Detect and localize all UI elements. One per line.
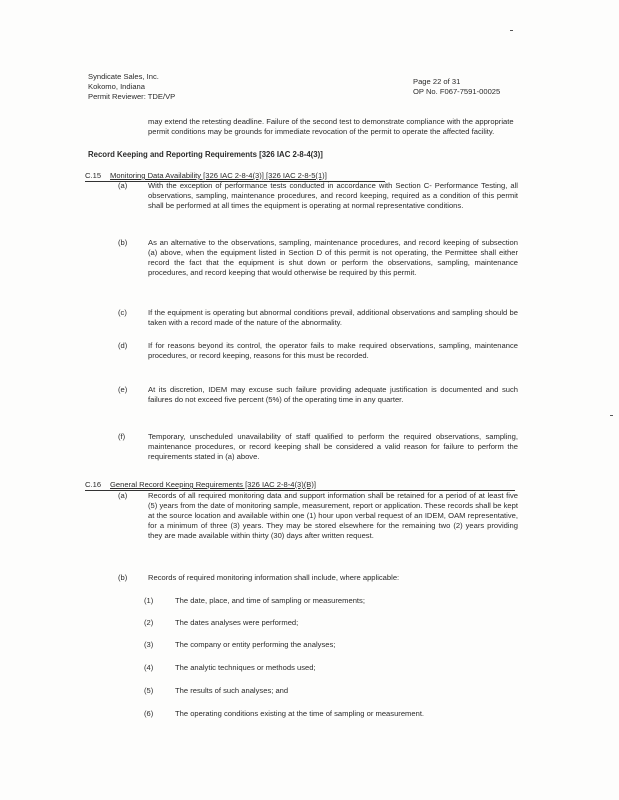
paragraph-label: (f) <box>118 432 126 441</box>
list-item-label: (5) <box>144 686 154 695</box>
list-item-label: (2) <box>144 618 154 627</box>
list-item-text: The company or entity performing the analyses; <box>175 640 336 649</box>
paragraph-text: At its discretion, IDEM may excuse such failure providing adequate justification is documented and such failures do not exceed five percent (5%) of the operating time in any quarter. <box>148 385 518 404</box>
paragraph-label: (b) <box>118 238 128 247</box>
paragraph-text: If the equipment is operating but abnormal conditions prevail, additional observations and sampling should be taken with a record made of the nature of the abnormality. <box>148 308 518 327</box>
section-heading: Record Keeping and Reporting Requirements [326 IAC 2-8-4(3)] <box>88 150 323 159</box>
header-right <box>413 77 500 97</box>
list-item-label: (6) <box>144 709 154 718</box>
paragraph-label: (a) <box>118 181 128 190</box>
paragraph-label: (e) <box>118 385 128 394</box>
paragraph-text: Temporary, unscheduled unavailability of staff qualified to perform the required observations, sampling, maintenance procedures, or record keeping shall be considered a valid reason for failure to perform the requirements stated in (a) above. <box>148 432 518 461</box>
paragraph-label: (b) <box>118 573 128 582</box>
header-left <box>88 72 175 102</box>
paragraph-text: Records of required monitoring information shall include, where applicable: <box>148 573 400 582</box>
section-title: Monitoring Data Availability [326 IAC 2-8-4(3)] [326 IAC 2-8-5(1)] <box>110 171 327 180</box>
paragraph-text: With the exception of performance tests conducted in accordance with Section C- Performance Testing, all observations, sampling, maintenance procedures, and record keeping, required as a condition of this permit shall be performed at all times the equipment is operating at normal representative conditions. <box>148 181 518 210</box>
section-c16-title <box>85 480 525 490</box>
paragraph-label: (a) <box>118 491 128 500</box>
list-item-text: The operating conditions existing at the time of sampling or measurement. <box>175 709 425 718</box>
paragraph-text: As an alternative to the observations, sampling, maintenance procedures, and record keeping of subsection (a) above, when the equipment listed in Section D of this permit is not operating, the Permittee shall either record the fact that the equipment is shut down or perform the observations, sampling, maintenance procedures, and record keeping that would otherwise be required by this permit. <box>148 238 518 277</box>
list-item-label: (3) <box>144 640 154 649</box>
section-c15-title <box>85 171 525 181</box>
section-number: C.16 <box>85 480 102 489</box>
paragraph-label: (c) <box>118 308 127 317</box>
header-permit-number: OP No. F067-7591-00025 <box>413 87 501 96</box>
list-item-text: The analytic techniques or methods used; <box>175 663 316 672</box>
header-company: Syndicate Sales, Inc. <box>88 72 159 81</box>
header-page-number: Page 22 of 31 <box>413 77 461 86</box>
header-location: Kokomo, Indiana <box>88 82 145 91</box>
paragraph-text: Records of all required monitoring data and support information shall be retained for a period of at least five (5) years from the date of monitoring sample, measurement, report or application. These records shall be kept at the source location and available within one (1) hour upon verbal request of an IDEM, OAM representative, for a minimum of three (3) years. They may be stored elsewhere for the remaining two (2) years providing they are made available within thirty (30) days after written request. <box>148 491 518 540</box>
list-item-label: (4) <box>144 663 154 672</box>
section-title: General Record Keeping Requirements [326 IAC 2-8-4(3)(B)] <box>110 480 316 489</box>
list-item-text: The dates analyses were performed; <box>175 618 299 627</box>
scan-speck <box>510 30 513 31</box>
list-item-text: The date, place, and time of sampling or measurements; <box>175 596 365 605</box>
continued-paragraph: may extend the retesting deadline. Failure of the second test to demonstrate compliance with the appropriate permit conditions may be grounds for immediate revocation of the permit to operate the affected facility. <box>148 117 514 136</box>
list-item-label: (1) <box>144 596 154 605</box>
section-number: C.15 <box>85 171 102 180</box>
scan-speck <box>610 415 613 416</box>
header-reviewer: Permit Reviewer: TDE/VP <box>88 92 176 101</box>
paragraph-label: (d) <box>118 341 128 350</box>
paragraph-text: If for reasons beyond its control, the operator fails to make required observations, sampling, maintenance procedures, or record keeping, reasons for this must be recorded. <box>148 341 518 360</box>
list-item-text: The results of such analyses; and <box>175 686 289 695</box>
